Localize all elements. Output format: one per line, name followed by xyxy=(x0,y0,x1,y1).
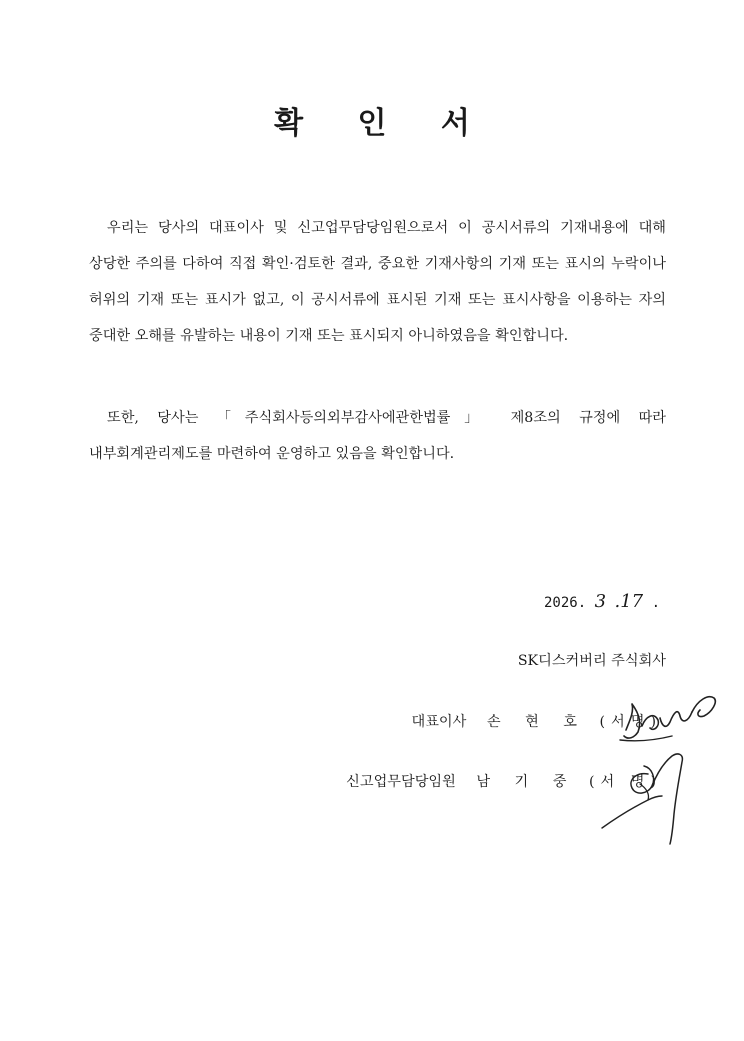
signature-label: (서명) xyxy=(599,714,662,730)
handwritten-signature-officer xyxy=(596,744,706,849)
signatory-ceo xyxy=(412,711,662,731)
date-year: 2026. xyxy=(544,595,587,611)
signature-label: (서 명) xyxy=(589,774,662,790)
confirmation-paragraph: 우리는 당사의 대표이사 및 신고업무담당임원으로서 이 공시서류의 기재내용에 대해 상당한 주의를 다하여 직접 확인·검토한 결과, 중요한 기재사항의 기재 또는 표시의 누락이나 허위의 기재 또는 표시가 없고, 이 공시서류에 표시된 기재 또는 표시사항을 이용하는 자의 중대한 오해를 유발하는 내용이 기재 또는 표시되지 아니하였음을 확인합니다. xyxy=(89,220,666,345)
signatory-role: 대표이사 xyxy=(411,714,467,730)
signatory-disclosure-officer xyxy=(346,771,662,791)
internal-control-paragraph: 또한, 당사는 「주식회사등의외부감사에관한법률」 제8조의 규정에 따라 내부회계관리제도를 마련하여 운영하고 있음을 확인합니다. xyxy=(89,410,666,463)
signatory-name: 남 기 중 xyxy=(476,774,577,790)
signatory-role: 신고업무담당임원 xyxy=(346,774,456,790)
date-day: .17 xyxy=(614,591,644,612)
company-name: SK디스커버리 주식회사 xyxy=(517,653,666,669)
signing-date xyxy=(544,591,660,612)
signatory-name: 손 현 호 xyxy=(486,714,587,730)
date-end: . xyxy=(651,595,660,611)
document-title: 확 인 서 xyxy=(274,106,492,141)
date-month: 3 xyxy=(594,591,607,612)
